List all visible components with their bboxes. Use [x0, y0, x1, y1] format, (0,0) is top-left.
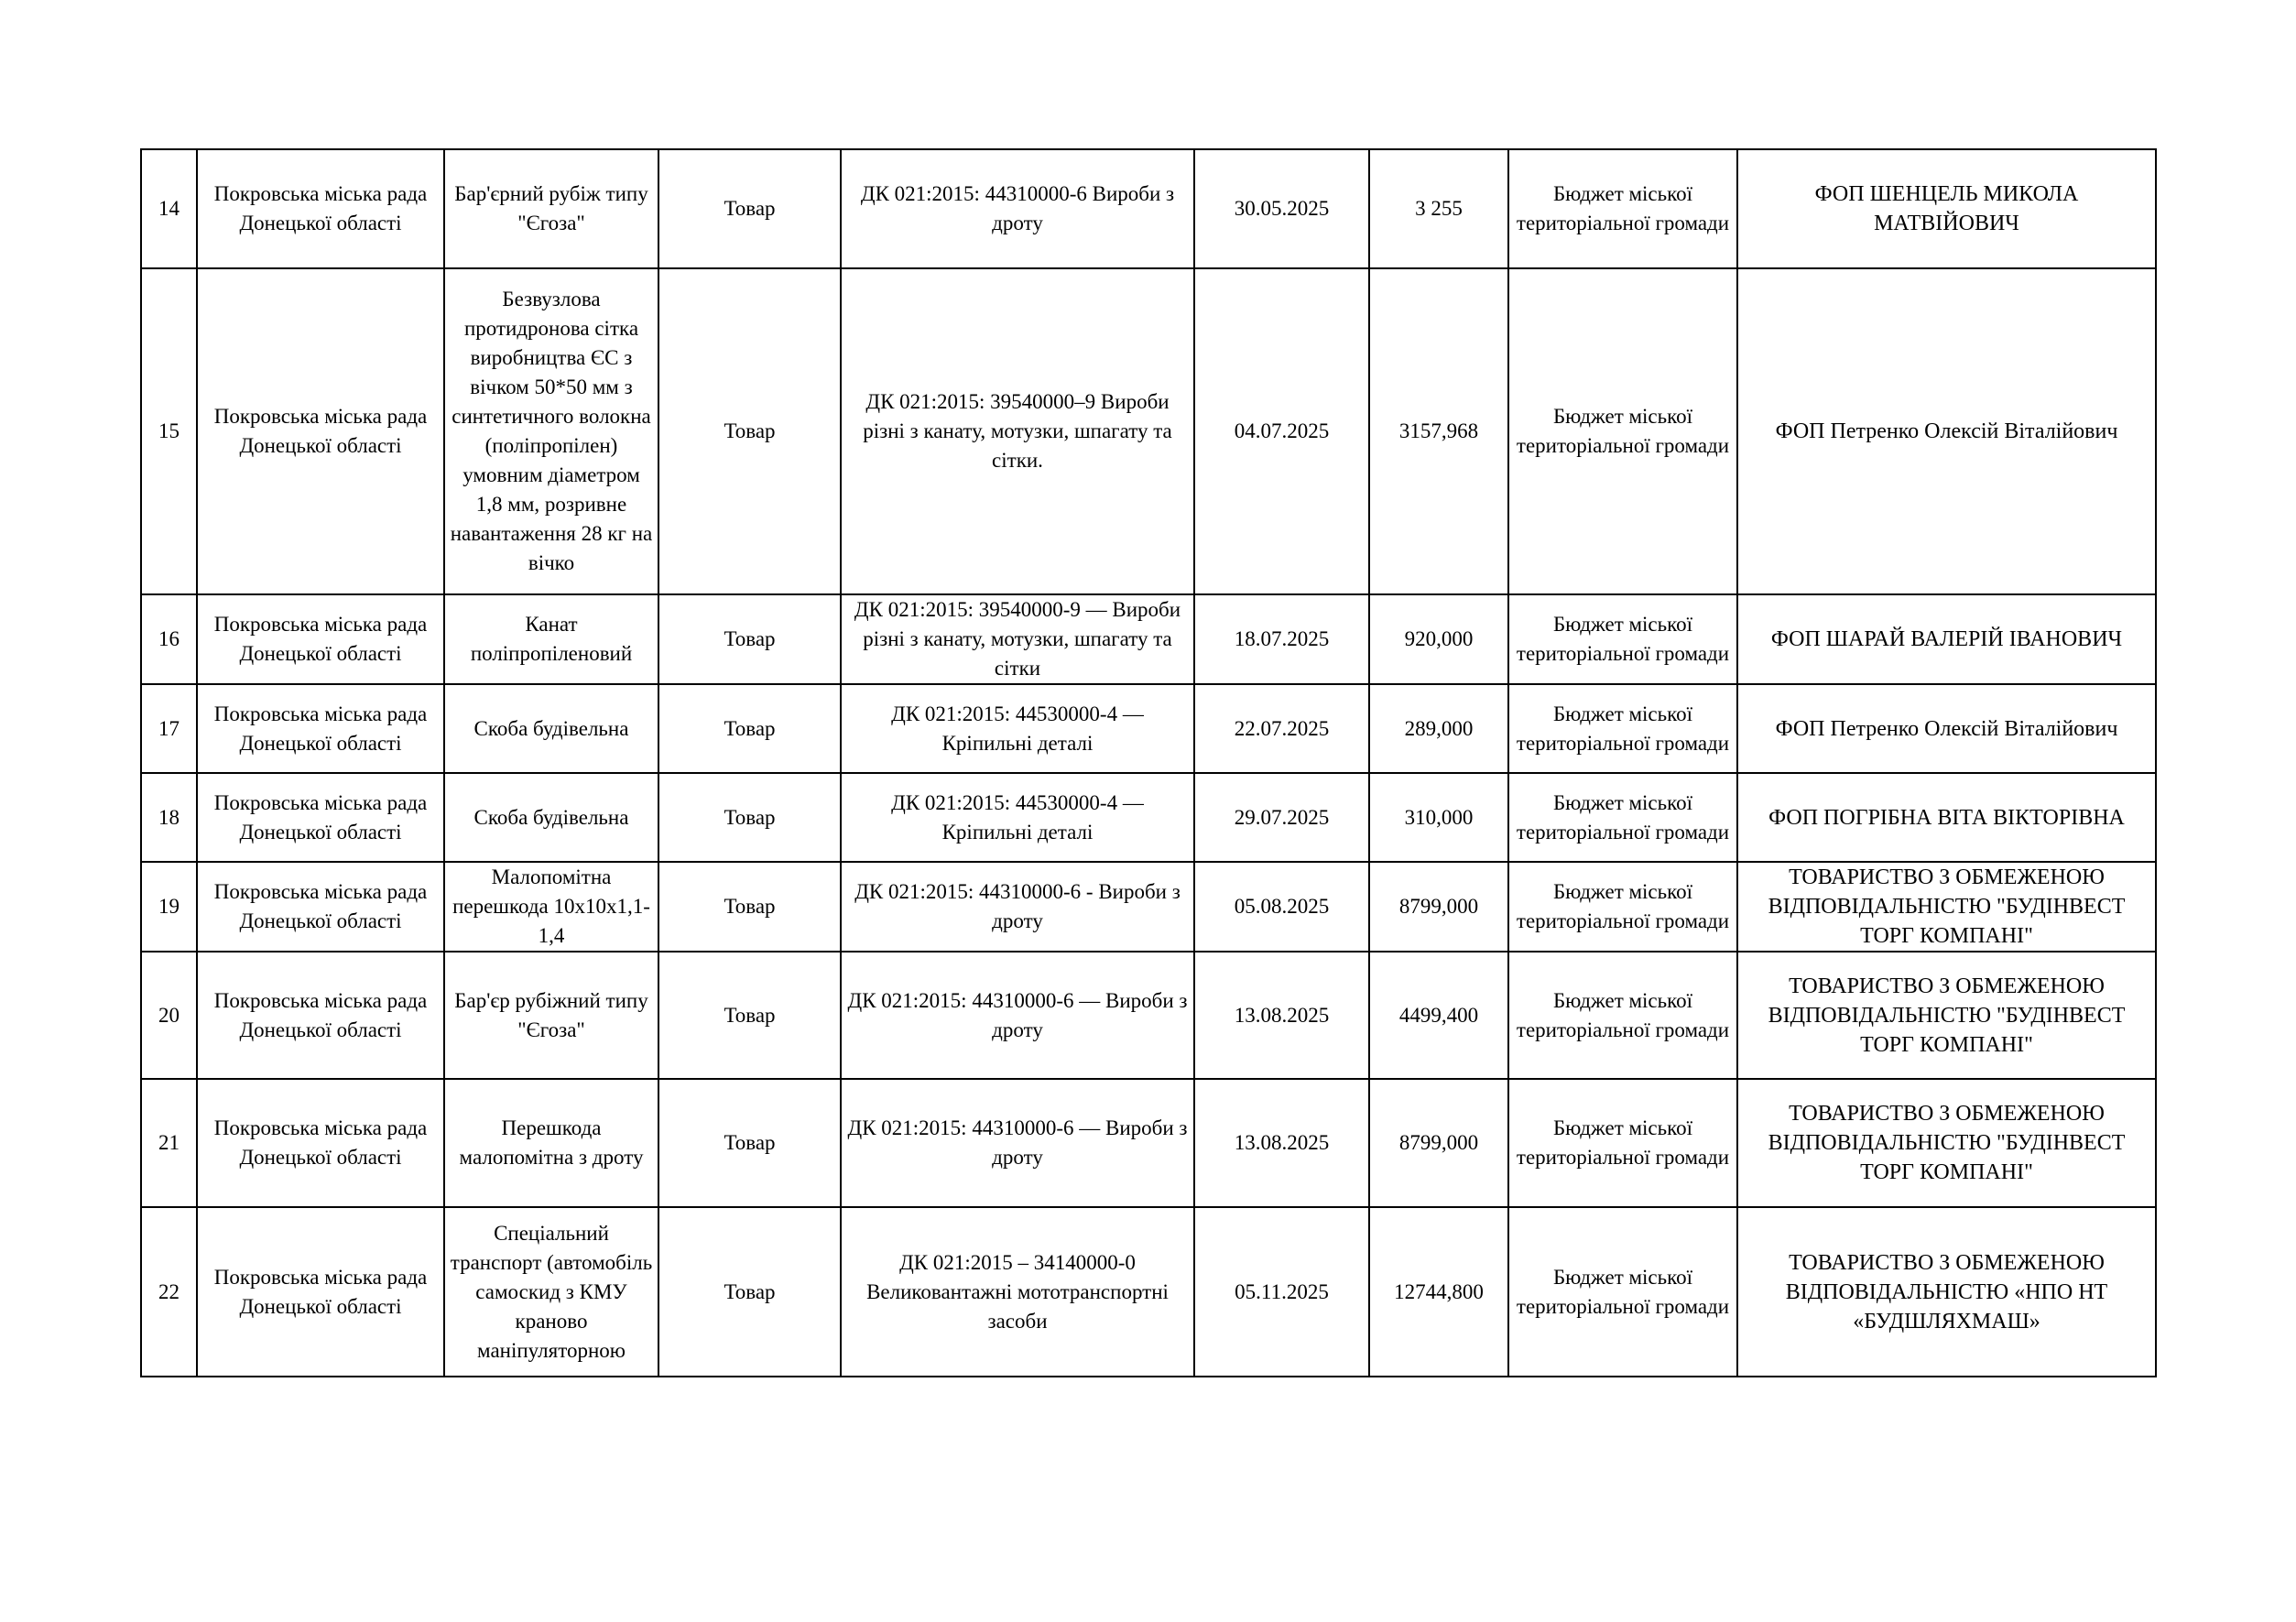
amount: 289,000 — [1369, 684, 1508, 773]
customer: Покровська міська рада Донецької області — [197, 149, 444, 268]
amount: 8799,000 — [1369, 1079, 1508, 1207]
item-type: Товар — [658, 594, 841, 684]
item-description: Скоба будівельна — [444, 773, 658, 862]
item-description — [444, 1207, 658, 1377]
customer: Покровська міська рада Донецької області — [197, 952, 444, 1079]
amount: 12744,800 — [1369, 1207, 1508, 1377]
funding-source: Бюджет міської територіальної громади — [1508, 952, 1737, 1079]
item-type: Товар — [658, 773, 841, 862]
item-description: Бар'єрний рубіж типу "Єгоза" — [444, 149, 658, 268]
cpv-code: ДК 021:2015: 44310000-6 Вироби з дроту — [841, 149, 1194, 268]
funding-source: Бюджет міської територіальної громади — [1508, 149, 1737, 268]
cpv-code: ДК 021:2015: 44530000-4 — Кріпильні деталі — [841, 684, 1194, 773]
contract-date: 30.05.2025 — [1194, 149, 1369, 268]
amount: 310,000 — [1369, 773, 1508, 862]
contract-date: 13.08.2025 — [1194, 952, 1369, 1079]
item-type: Товар — [658, 268, 841, 594]
supplier: ТОВАРИСТВО З ОБМЕЖЕНОЮ ВІДПОВІДАЛЬНІСТЮ "БУДІНВЕСТ ТОРГ КОМПАНІ" — [1737, 952, 2156, 1079]
customer: Покровська міська рада Донецької області — [197, 773, 444, 862]
item-description: Малопомітна перешкода 10х10х1,1-1,4 — [444, 862, 658, 952]
customer: Покровська міська рада Донецької області — [197, 1207, 444, 1377]
table-row — [141, 1207, 2156, 1377]
cpv-code: ДК 021:2015: 39540000-9 — Вироби різні з канату, мотузки, шпагату та сітки — [841, 594, 1194, 684]
amount: 3157,968 — [1369, 268, 1508, 594]
customer: Покровська міська рада Донецької області — [197, 268, 444, 594]
item-description: Канат поліпропіленовий — [444, 594, 658, 684]
item-type: Товар — [658, 1207, 841, 1377]
item-description: Безвузлова протидронова сітка виробництва ЄС з вічком 50*50 мм з синтетичного волокна (поліпропілен) умовним діаметром 1,8 мм, розривне навантаження 28 кг на вічко — [444, 268, 658, 594]
customer: Покровська міська рада Донецької області — [197, 1079, 444, 1207]
table-row — [141, 149, 2156, 268]
funding-source: Бюджет міської територіальної громади — [1508, 268, 1737, 594]
amount: 920,000 — [1369, 594, 1508, 684]
row-number: 15 — [141, 268, 197, 594]
table-row — [141, 862, 2156, 952]
funding-source: Бюджет міської територіальної громади — [1508, 1207, 1737, 1377]
row-number: 21 — [141, 1079, 197, 1207]
amount: 4499,400 — [1369, 952, 1508, 1079]
row-number: 17 — [141, 684, 197, 773]
contract-date: 13.08.2025 — [1194, 1079, 1369, 1207]
supplier: ФОП Петренко Олексій Віталійович — [1737, 684, 2156, 773]
contract-date: 29.07.2025 — [1194, 773, 1369, 862]
item-type: Товар — [658, 952, 841, 1079]
table-row — [141, 952, 2156, 1079]
table-row — [141, 1079, 2156, 1207]
procurement-table — [140, 148, 2157, 1377]
customer: Покровська міська рада Донецької області — [197, 594, 444, 684]
item-type: Товар — [658, 684, 841, 773]
item-type: Товар — [658, 1079, 841, 1207]
item-description: Скоба будівельна — [444, 684, 658, 773]
table-row — [141, 268, 2156, 594]
customer: Покровська міська рада Донецької області — [197, 862, 444, 952]
item-description: Перешкода малопомітна з дроту — [444, 1079, 658, 1207]
supplier: ТОВАРИСТВО З ОБМЕЖЕНОЮ ВІДПОВІДАЛЬНІСТЮ «НПО НТ «БУДШЛЯХМАШ» — [1737, 1207, 2156, 1377]
table-row — [141, 684, 2156, 773]
contract-date: 22.07.2025 — [1194, 684, 1369, 773]
item-description-text: Спеціальний транспорт (автомобіль самоскид з КМУ краново маніпуляторною — [450, 1221, 653, 1362]
funding-source: Бюджет міської територіальної громади — [1508, 862, 1737, 952]
cpv-code: ДК 021:2015: 44310000-6 — Вироби з дроту — [841, 1079, 1194, 1207]
row-number: 19 — [141, 862, 197, 952]
contract-date: 04.07.2025 — [1194, 268, 1369, 594]
funding-source: Бюджет міської територіальної громади — [1508, 684, 1737, 773]
cpv-code: ДК 021:2015 – 34140000-0 Великовантажні мототранспортні засоби — [841, 1207, 1194, 1377]
customer: Покровська міська рада Донецької області — [197, 684, 444, 773]
row-number: 18 — [141, 773, 197, 862]
row-number: 22 — [141, 1207, 197, 1377]
cpv-code: ДК 021:2015: 44530000-4 — Кріпильні деталі — [841, 773, 1194, 862]
supplier: ФОП ПОГРІБНА ВІТА ВІКТОРІВНА — [1737, 773, 2156, 862]
funding-source: Бюджет міської територіальної громади — [1508, 594, 1737, 684]
funding-source: Бюджет міської територіальної громади — [1508, 1079, 1737, 1207]
supplier: ТОВАРИСТВО З ОБМЕЖЕНОЮ ВІДПОВІДАЛЬНІСТЮ "БУДІНВЕСТ ТОРГ КОМПАНІ" — [1737, 862, 2156, 952]
item-type: Товар — [658, 149, 841, 268]
item-type: Товар — [658, 862, 841, 952]
row-number: 20 — [141, 952, 197, 1079]
amount: 3 255 — [1369, 149, 1508, 268]
table-row — [141, 773, 2156, 862]
cpv-code: ДК 021:2015: 44310000-6 — Вироби з дроту — [841, 952, 1194, 1079]
table-row — [141, 594, 2156, 684]
supplier: ФОП ШАРАЙ ВАЛЕРІЙ ІВАНОВИЧ — [1737, 594, 2156, 684]
cpv-code: ДК 021:2015: 44310000-6 - Вироби з дроту — [841, 862, 1194, 952]
supplier: ТОВАРИСТВО З ОБМЕЖЕНОЮ ВІДПОВІДАЛЬНІСТЮ "БУДІНВЕСТ ТОРГ КОМПАНІ" — [1737, 1079, 2156, 1207]
row-number: 14 — [141, 149, 197, 268]
cpv-code: ДК 021:2015: 39540000–9 Вироби різні з канату, мотузки, шпагату та сітки. — [841, 268, 1194, 594]
contract-date: 05.08.2025 — [1194, 862, 1369, 952]
funding-source: Бюджет міської територіальної громади — [1508, 773, 1737, 862]
row-number: 16 — [141, 594, 197, 684]
contract-date: 18.07.2025 — [1194, 594, 1369, 684]
contract-date: 05.11.2025 — [1194, 1207, 1369, 1377]
supplier: ФОП Петренко Олексій Віталійович — [1737, 268, 2156, 594]
supplier: ФОП ШЕНЦЕЛЬ МИКОЛА МАТВІЙОВИЧ — [1737, 149, 2156, 268]
item-description: Бар'єр рубіжний типу "Єгоза" — [444, 952, 658, 1079]
amount: 8799,000 — [1369, 862, 1508, 952]
